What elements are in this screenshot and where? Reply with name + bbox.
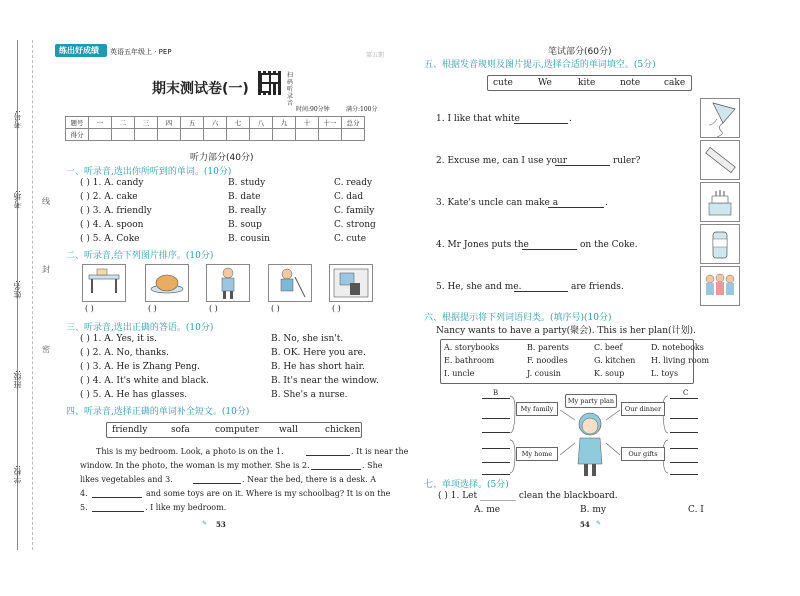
map-blank-family-2[interactable] [482,418,510,419]
score-input-cell[interactable] [135,129,158,141]
map-node-gifts: Our gifts [621,447,665,461]
s3-q5-b: B. She's a nurse. [271,390,348,400]
s4-line-3a: likes vegetables and 3. [80,475,173,484]
s4-line-2b: . She [362,461,383,470]
section-5-title: 五、根据发音规则及图片提示,选择合适的单词填空。(5分) [424,60,656,70]
s5-q4-end: on the Coke. [580,240,638,250]
cleaning-icon [269,265,311,301]
s5-word: kite [578,78,596,88]
s4-blank-4[interactable] [92,497,142,498]
s6-item: C. beef [594,343,623,352]
cut-mark-line: 线 [42,197,50,206]
s1-q1-option-c: C. ready [334,178,373,188]
map-blank-dinner-1[interactable] [670,398,698,399]
s3-q2-a: ( ) 2. A. No, thanks. [80,348,169,358]
picture-friends [700,266,740,306]
series-logo [55,44,107,57]
s5-word: cake [664,78,686,88]
section-7-title: 七、单项选择。(5分) [424,480,509,490]
s6-item: J. cousin [527,369,561,378]
map-blank-gifts-2[interactable] [670,462,698,463]
s6-item: G. kitchen [594,356,636,365]
score-cell: 六 [204,117,227,129]
score-input-cell[interactable] [181,129,204,141]
score-table-score-row [66,129,365,141]
s4-word: sofa [171,425,190,435]
s1-q2-option-c: C. dad [334,192,364,202]
map-node-center: My party plan [565,394,617,408]
series-subtitle: 英语五年级上 · PEP [110,48,172,56]
s5-blank-2[interactable] [555,165,610,166]
s7-q1-option-a: A. me [474,505,501,515]
s3-q4-b: B. It's near the window. [271,376,379,386]
s4-blank-3[interactable] [193,483,241,484]
score-cell: 四 [158,117,181,129]
s5-q3-text: 3. Kate's uncle can make a [436,198,559,208]
score-cell: 八 [250,117,273,129]
full-score: 满分:100分 [346,106,378,113]
s4-word: chicken [325,425,361,435]
s5-q5-text: 5. He, she and me. [436,282,522,292]
s3-q1-a: ( ) 1. A. Yes, it is. [80,334,157,344]
s1-q4-option-b: B. soup [228,220,262,230]
s5-word-bank [487,75,692,91]
friends-icon [701,267,739,305]
written-title: 笔试部分(60分) [548,47,612,57]
s1-q1-option-b: B. study [228,178,266,188]
s4-line-5b: . I like my bedroom. [145,503,227,512]
s5-blank-5[interactable] [514,291,568,292]
map-node-family: My family [516,402,558,416]
picture-girl [206,264,250,302]
desk-icon [83,265,125,301]
picture-cleaning [268,264,312,302]
qr-caption: 扫码听录音 [287,72,294,107]
cake-icon [701,183,739,221]
page-number-left [202,519,242,531]
score-cell: 一 [89,117,112,129]
page-number-right [578,519,618,531]
s1-q2-option-a: ( ) 2. A. cake [80,192,138,202]
s5-word: note [620,78,641,88]
map-blank-dinner-2[interactable] [670,418,698,419]
s2-answer-1[interactable]: ( ) [85,304,94,313]
map-blank-gifts-3[interactable] [670,474,698,475]
s1-q2-option-b: B. date [228,192,261,202]
score-input-cell[interactable] [204,129,227,141]
score-input-cell[interactable] [89,129,112,141]
s6-item: A. storybooks [444,343,500,352]
s4-blank-2[interactable] [311,469,361,470]
map-blank-family-3[interactable] [482,432,510,433]
s6-item: B. parents [527,343,569,352]
picture-kite [700,98,740,138]
s7-q1-option-b: B. my [580,505,606,515]
section-1-title: 一、听录音,选出你所听到的单词。(10分) [66,167,232,177]
page-number-left-text: 53 [216,520,226,529]
s4-line-4b: and some toys are on it. Where is my schoolbag? It is on the [146,489,391,498]
s6-word-grid [440,339,710,384]
score-input-cell[interactable] [158,129,181,141]
s7-q1-option-c: C. I [688,505,704,515]
s6-item: D. notebooks [651,343,704,352]
ruler-icon [701,141,739,179]
s1-q4-option-c: C. strong [334,220,376,230]
exam-room-label: 考场: [13,190,22,209]
picture-room-window [329,264,373,302]
s6-item: L. toys [651,369,679,378]
score-input-cell[interactable] [250,129,273,141]
score-input-cell[interactable] [296,129,319,141]
nancy-girl-figure [574,408,606,478]
cut-mark-seal: 封 [42,265,50,274]
exam-title: 期末测试卷(一) [152,81,249,97]
s5-q2-text: 2. Excuse me, can I use your [436,156,568,166]
map-blank-home-3[interactable] [482,474,510,475]
girl-icon [207,265,249,301]
s1-q4-option-a: ( ) 4. A. spoon [80,220,144,230]
s4-line-3b: . Near the bed, there is a desk. A [242,475,377,484]
s5-q5-end: are friends. [571,282,624,292]
kite-icon [701,99,739,137]
s5-word: We [538,78,552,88]
s7-q1: ( ) 1. Let ________ clean the blackboard. [438,491,618,501]
map-blank-home-1[interactable] [482,448,510,449]
s5-word: cute [493,78,513,88]
score-table-header-row [66,117,365,129]
s6-item: I. uncle [444,369,475,378]
s5-blank-4[interactable] [522,249,577,250]
section-3-title: 三、听录音,选出正确的答语。(10分) [66,323,214,333]
window-icon [330,265,372,301]
s3-q3-a: ( ) 3. A. He is Zhang Peng. [80,362,201,372]
s4-blank-1[interactable] [306,455,350,456]
map-blank-home-2[interactable] [482,462,510,463]
score-input-cell[interactable] [112,129,135,141]
time-limit: 时间:90分钟 [296,106,330,113]
s5-q1-end: . [569,114,572,124]
map-sample-b: B [493,389,499,397]
s5-q4-text: 4. Mr Jones puts the [436,240,529,250]
s2-answer-4[interactable]: ( ) [271,304,280,313]
score-table [65,116,365,141]
s4-word: wall [279,425,298,435]
girl-icon [574,408,606,478]
qr-code-icon [258,71,282,95]
map-node-home: My home [516,447,558,461]
s6-item: K. soup [594,369,625,378]
score-input-cell[interactable] [273,129,296,141]
s1-q5-option-c: C. cute [334,234,367,244]
feather-icon: ✎ [596,520,602,527]
s1-q1-option-a: ( ) 1. A. candy [80,178,144,188]
s6-item: H. living room [651,356,710,365]
s6-item: F. noodles [527,356,568,365]
class-label: 班级: [13,370,22,389]
feather-icon: ✎ [202,520,208,527]
chicken-icon [146,265,188,301]
score-input-cell[interactable] [319,129,342,141]
edition-tag: 第五期 [366,52,385,59]
listening-title: 听力部分(40分) [190,153,254,163]
section-2-title: 二、听录音,给下列图片排序。(10分) [66,251,214,261]
score-input-cell[interactable] [342,129,365,141]
series-logo-text: 练出好成绩 [59,46,99,55]
s5-blank-1[interactable] [514,123,568,124]
picture-coke-can [700,224,740,264]
s3-q1-b: B. No, she isn't. [271,334,344,344]
picture-cake [700,182,740,222]
s1-q3-option-b: B. really [228,206,267,216]
school-label: 学校: [13,465,22,484]
s1-q5-option-b: B. cousin [228,234,270,244]
picture-ruler [700,140,740,180]
score-row-label: 得分 [66,129,89,141]
s4-blank-5[interactable] [92,511,144,512]
s5-q2-end: ruler? [613,156,641,166]
s4-word: computer [215,425,259,435]
s3-q5-a: ( ) 5. A. He has glasses. [80,390,188,400]
picture-study-desk [82,264,126,302]
s4-line-1b: . It is near the [351,447,409,456]
s5-q3-end: . [605,198,608,208]
page-number-right-text: 54 [580,520,590,529]
can-icon [701,225,739,263]
score-cell: 总分 [342,117,365,129]
s1-q3-option-a: ( ) 3. A. friendly [80,206,152,216]
s4-line-5a: 5. [80,503,88,512]
name-label: 姓名: [13,280,22,299]
s4-line-2a: window. In the photo, the woman is my mother. She is 2. [80,461,310,470]
s2-answer-3[interactable]: ( ) [209,304,218,313]
score-cell: 三 [135,117,158,129]
map-blank-gifts-1[interactable] [670,448,698,449]
s2-answer-2[interactable]: ( ) [148,304,157,313]
s6-intro: Nancy wants to have a party(聚会). This is her plan(计划). [436,326,696,336]
score-cell: 五 [181,117,204,129]
map-blank-dinner-3[interactable] [670,432,698,433]
map-sample-c: C [683,389,689,397]
s4-word-bank [106,422,362,438]
score-input-cell[interactable] [227,129,250,141]
s5-blank-3[interactable] [548,207,604,208]
s3-q4-a: ( ) 4. A. It's white and black. [80,376,209,386]
map-node-dinner: Our dinner [621,402,665,416]
cut-line [32,40,33,550]
score-cell: 九 [273,117,296,129]
score-cell: 题号 [66,117,89,129]
s6-item: E. bathroom [444,356,495,365]
score-cell: 十一 [319,117,342,129]
picture-roast-chicken [145,264,189,302]
s5-q1-text: 1. I like that white [436,114,520,124]
s3-q2-b: B. OK. Here you are. [271,348,366,358]
section-6-title: 六、根据提示将下列词语归类。(填序号)(10分) [424,313,612,323]
exam-number-label: 考号: [13,110,22,129]
score-cell: 二 [112,117,135,129]
s3-q3-b: B. He has short hair. [271,362,365,372]
s1-q5-option-a: ( ) 5. A. Coke [80,234,140,244]
s4-line-4a: 4. [80,489,88,498]
s4-word: friendly [112,425,148,435]
s1-q3-option-c: C. family [334,206,375,216]
map-blank-family-1[interactable] [482,398,510,399]
s4-line-1a: This is my bedroom. Look, a photo is on the 1. [96,447,284,456]
cut-mark-secret: 密 [42,345,50,354]
section-4-title: 四、听录音,选择正确的单词补全短文。(10分) [66,407,250,417]
s2-answer-5[interactable]: ( ) [332,304,341,313]
score-cell: 十 [296,117,319,129]
score-cell: 七 [227,117,250,129]
